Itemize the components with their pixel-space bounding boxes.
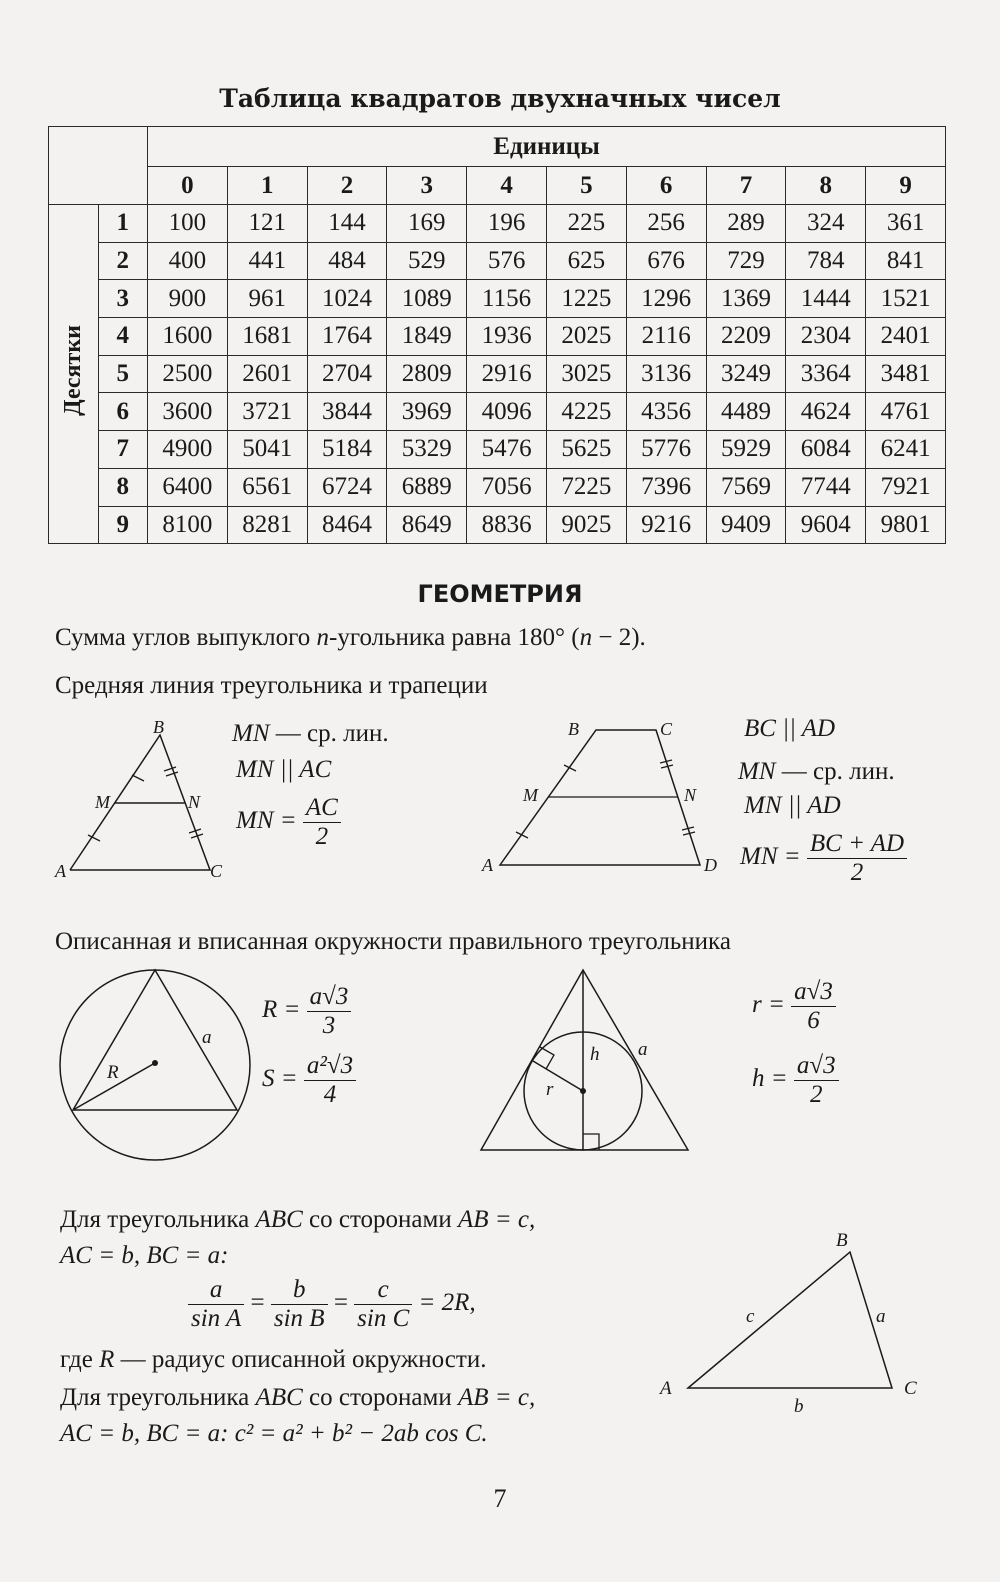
square-value-cell: 9216 xyxy=(626,506,706,544)
square-value-cell: 5625 xyxy=(546,431,626,469)
circ-f1-den: 3 xyxy=(322,1012,336,1039)
circ-label-r: R xyxy=(107,1062,119,1083)
square-value-cell: 6724 xyxy=(307,468,387,506)
unit-header-cell: 7 xyxy=(706,167,786,205)
trapezoid-midline-figure xyxy=(478,715,728,880)
circ-f2-den: 4 xyxy=(323,1081,337,1108)
trap-frac-den: 2 xyxy=(850,859,864,886)
sine-l1-text: Для треугольника xyxy=(60,1206,256,1233)
table-row xyxy=(49,355,946,393)
square-value-cell: 676 xyxy=(626,242,706,280)
square-value-cell: 7744 xyxy=(786,468,866,506)
trap-label-d: D xyxy=(704,855,717,875)
tens-digit-cell: 4 xyxy=(98,318,148,356)
table-row xyxy=(49,393,946,431)
sine-frac-b xyxy=(271,1276,328,1333)
square-value-cell: 169 xyxy=(387,205,467,243)
square-value-cell: 2704 xyxy=(307,355,387,393)
tens-digit-cell: 5 xyxy=(98,355,148,393)
insc-formula-2 xyxy=(752,1052,839,1109)
square-value-cell: 2809 xyxy=(387,355,467,393)
abc-label-c: C xyxy=(904,1378,917,1399)
tens-digit-cell: 3 xyxy=(98,280,148,318)
table-row xyxy=(49,506,946,544)
square-value-cell: 2209 xyxy=(706,318,786,356)
square-value-cell: 144 xyxy=(307,205,387,243)
square-value-cell: 3249 xyxy=(706,355,786,393)
tri-line3-fraction xyxy=(303,794,341,851)
square-value-cell: 1089 xyxy=(387,280,467,318)
square-value-cell: 961 xyxy=(227,280,307,318)
square-value-cell: 289 xyxy=(706,205,786,243)
square-value-cell: 7056 xyxy=(467,468,547,506)
tens-digit-cell: 8 xyxy=(98,468,148,506)
sine-law-line1 xyxy=(60,1206,535,1234)
square-value-cell: 8836 xyxy=(467,506,547,544)
circ-label-a: a xyxy=(202,1027,212,1048)
circ-formula-2 xyxy=(262,1052,356,1109)
square-value-cell: 2916 xyxy=(467,355,547,393)
table-title: Таблица квадратов двухначных чисел xyxy=(219,84,781,113)
square-value-cell: 4624 xyxy=(786,393,866,431)
square-value-cell: 3969 xyxy=(387,393,467,431)
sine-den-a: sin A xyxy=(191,1305,242,1332)
square-value-cell: 7569 xyxy=(706,468,786,506)
unit-header-cell: 8 xyxy=(786,167,866,205)
square-value-cell: 4356 xyxy=(626,393,706,431)
angle-sum-var2: n xyxy=(579,624,593,651)
square-value-cell: 3136 xyxy=(626,355,706,393)
square-value-cell: 484 xyxy=(307,242,387,280)
square-value-cell: 6400 xyxy=(148,468,228,506)
square-value-cell: 2025 xyxy=(546,318,626,356)
insc-f2-num: a√3 xyxy=(794,1052,839,1081)
abc-label-b: B xyxy=(836,1230,848,1251)
table-row xyxy=(49,205,946,243)
square-value-cell: 625 xyxy=(546,242,626,280)
sine-frac-c xyxy=(354,1276,412,1333)
square-value-cell: 3364 xyxy=(786,355,866,393)
label-b: B xyxy=(153,717,164,737)
trap-line4 xyxy=(740,830,907,887)
triangle-midline-figure xyxy=(50,715,230,885)
square-value-cell: 729 xyxy=(706,242,786,280)
insc-f1-fraction xyxy=(791,978,836,1035)
square-value-cell: 784 xyxy=(786,242,866,280)
unit-header-cell: 9 xyxy=(866,167,946,205)
square-value-cell: 8281 xyxy=(227,506,307,544)
square-value-cell: 5041 xyxy=(227,431,307,469)
sine-num-c: c xyxy=(354,1276,412,1305)
circ-f1-lhs: R = xyxy=(262,996,301,1024)
unit-header-cell: 1 xyxy=(227,167,307,205)
square-value-cell: 1369 xyxy=(706,280,786,318)
label-c: C xyxy=(210,861,223,881)
label-m: M xyxy=(95,792,110,812)
sine-frac-a xyxy=(188,1276,244,1333)
table-row xyxy=(49,280,946,318)
inscribed-circle-figure xyxy=(478,965,693,1157)
square-value-cell: 1225 xyxy=(546,280,626,318)
insc-f1-den: 6 xyxy=(807,1007,820,1034)
square-value-cell: 4225 xyxy=(546,393,626,431)
trap-label-m: M xyxy=(523,785,538,805)
square-value-cell: 5476 xyxy=(467,431,547,469)
square-value-cell: 841 xyxy=(866,242,946,280)
angle-sum-prefix: Сумма углов выпуклого xyxy=(55,624,317,651)
tri-midline-line3 xyxy=(236,794,341,851)
sine-law-note xyxy=(60,1346,486,1374)
trap-line4-fraction xyxy=(807,830,907,887)
cos-l1-text: Для треугольника xyxy=(60,1384,256,1411)
sine-note-text: — радиус описанной окружности. xyxy=(114,1346,487,1373)
square-value-cell: 9409 xyxy=(706,506,786,544)
unit-header-cell: 5 xyxy=(546,167,626,205)
square-value-cell: 4096 xyxy=(467,393,547,431)
tri-midline-line1 xyxy=(232,720,389,748)
square-value-cell: 576 xyxy=(467,242,547,280)
square-value-cell: 7396 xyxy=(626,468,706,506)
tens-label: Десятки xyxy=(59,325,86,417)
square-value-cell: 2500 xyxy=(148,355,228,393)
square-value-cell: 8464 xyxy=(307,506,387,544)
angle-sum-var: n xyxy=(316,624,330,651)
square-value-cell: 8100 xyxy=(148,506,228,544)
square-value-cell: 7921 xyxy=(866,468,946,506)
sine-den-b: sin B xyxy=(273,1305,325,1332)
square-value-cell: 4489 xyxy=(706,393,786,431)
unit-header-cell: 3 xyxy=(387,167,467,205)
square-value-cell: 361 xyxy=(866,205,946,243)
square-value-cell: 3721 xyxy=(227,393,307,431)
circles-heading: Описанная и вписанная окружности правильного треугольника xyxy=(55,928,731,955)
cos-l1-eq: AB = c, xyxy=(457,1384,536,1411)
square-value-cell: 3025 xyxy=(546,355,626,393)
square-value-cell: 5184 xyxy=(307,431,387,469)
square-value-cell: 6561 xyxy=(227,468,307,506)
square-value-cell: 5329 xyxy=(387,431,467,469)
square-value-cell: 1764 xyxy=(307,318,387,356)
sine-note-prefix: где xyxy=(60,1346,100,1373)
unit-header-cell: 4 xyxy=(467,167,547,205)
square-value-cell: 4761 xyxy=(866,393,946,431)
sine-num-b: b xyxy=(271,1276,328,1305)
circ-f2-num: a²√3 xyxy=(304,1052,356,1081)
square-value-cell: 6084 xyxy=(786,431,866,469)
square-value-cell: 3481 xyxy=(866,355,946,393)
insc-f2-fraction xyxy=(794,1052,839,1109)
square-value-cell: 9801 xyxy=(866,506,946,544)
insc-f1-lhs: r = xyxy=(752,991,785,1019)
square-value-cell: 1936 xyxy=(467,318,547,356)
table-row xyxy=(49,242,946,280)
circ-formula-1 xyxy=(262,983,351,1040)
sine-den-c: sin C xyxy=(357,1305,410,1332)
square-value-cell: 900 xyxy=(148,280,228,318)
square-value-cell: 400 xyxy=(148,242,228,280)
square-value-cell: 121 xyxy=(227,205,307,243)
square-value-cell: 4900 xyxy=(148,431,228,469)
tens-digit-cell: 2 xyxy=(98,242,148,280)
trap-line3: MN || AD xyxy=(744,792,841,819)
square-value-cell: 2304 xyxy=(786,318,866,356)
square-value-cell: 1156 xyxy=(467,280,547,318)
sine-rhs: = 2R, xyxy=(418,1289,476,1317)
table-corner-cell xyxy=(49,127,148,205)
table-row xyxy=(49,468,946,506)
trap-label-c: C xyxy=(660,719,673,739)
sine-l1-var: ABC xyxy=(255,1206,303,1233)
triangle-abc-figure xyxy=(652,1222,932,1422)
angle-sum-suffix: -угольника равна 180° ( xyxy=(329,624,580,651)
insc-label-a: a xyxy=(638,1039,648,1060)
trap-line2-text: — ср. лин. xyxy=(775,758,895,785)
cos-l1-mid: со сторонами xyxy=(302,1384,458,1411)
square-value-cell: 1521 xyxy=(866,280,946,318)
square-value-cell: 6241 xyxy=(866,431,946,469)
square-value-cell: 2601 xyxy=(227,355,307,393)
page-number: 7 xyxy=(493,1484,507,1513)
square-value-cell: 2401 xyxy=(866,318,946,356)
sine-l1-eq: AB = c, xyxy=(457,1206,536,1233)
tri-line1-text: — ср. лин. xyxy=(269,720,389,747)
square-value-cell: 100 xyxy=(148,205,228,243)
abc-side-b: b xyxy=(794,1396,804,1417)
square-value-cell: 9604 xyxy=(786,506,866,544)
circ-f2-lhs: S = xyxy=(262,1065,298,1093)
square-value-cell: 7225 xyxy=(546,468,626,506)
insc-label-r: r xyxy=(546,1079,554,1100)
insc-formula-1 xyxy=(752,978,836,1035)
square-value-cell: 5929 xyxy=(706,431,786,469)
unit-header-cell: 6 xyxy=(626,167,706,205)
square-value-cell: 3844 xyxy=(307,393,387,431)
unit-header-cell: 2 xyxy=(307,167,387,205)
square-value-cell: 529 xyxy=(387,242,467,280)
tens-digit-cell: 1 xyxy=(98,205,148,243)
square-value-cell: 6889 xyxy=(387,468,467,506)
circ-f1-fraction xyxy=(307,983,352,1040)
tri-midline-line2: MN || AC xyxy=(236,756,332,783)
tri-line3-lhs: MN = xyxy=(236,807,297,835)
square-value-cell: 1849 xyxy=(387,318,467,356)
tri-frac-num: AC xyxy=(303,794,341,823)
trap-label-a: A xyxy=(482,855,493,875)
sine-l1-mid: со сторонами xyxy=(302,1206,458,1233)
square-value-cell: 196 xyxy=(467,205,547,243)
section-title-geometry: ГЕОМЕТРИЯ xyxy=(417,580,583,608)
units-header: Единицы xyxy=(148,127,946,167)
square-value-cell: 8649 xyxy=(387,506,467,544)
cosine-law-line2: AC = b, BC = a: c² = a² + b² − 2ab cos C. xyxy=(60,1420,488,1447)
square-value-cell: 225 xyxy=(546,205,626,243)
square-value-cell: 324 xyxy=(786,205,866,243)
abc-label-a: A xyxy=(660,1378,672,1399)
tens-digit-cell: 7 xyxy=(98,431,148,469)
insc-label-h: h xyxy=(590,1044,600,1065)
label-a: A xyxy=(55,861,66,881)
trap-line2-var: MN xyxy=(738,758,776,785)
square-value-cell: 256 xyxy=(626,205,706,243)
angle-sum-end: − 2). xyxy=(592,624,646,651)
trap-line4-lhs: MN = xyxy=(740,843,801,871)
cosine-law-line1 xyxy=(60,1384,535,1412)
insc-f2-lhs: h = xyxy=(752,1065,788,1093)
unit-header-cell: 0 xyxy=(148,167,228,205)
sine-note-var: R xyxy=(99,1346,115,1373)
square-value-cell: 1296 xyxy=(626,280,706,318)
midline-heading: Средняя линия треугольника и трапеции xyxy=(55,672,488,699)
trap-line1: BC || AD xyxy=(744,715,836,742)
circumscribed-circle-figure xyxy=(55,965,260,1165)
square-value-cell: 1600 xyxy=(148,318,228,356)
abc-side-a: a xyxy=(876,1306,886,1327)
circ-f2-fraction xyxy=(304,1052,356,1109)
tens-label-cell xyxy=(49,205,99,544)
sine-law-line2: AC = b, BC = a: xyxy=(60,1242,229,1269)
sine-num-a: a xyxy=(188,1276,244,1305)
square-value-cell: 5776 xyxy=(626,431,706,469)
circ-f1-num: a√3 xyxy=(307,983,352,1012)
square-value-cell: 3600 xyxy=(148,393,228,431)
abc-side-c: c xyxy=(746,1306,755,1327)
trap-frac-num: BC + AD xyxy=(807,830,907,859)
label-n: N xyxy=(188,792,201,812)
square-value-cell: 2116 xyxy=(626,318,706,356)
tri-frac-den: 2 xyxy=(315,823,329,850)
sine-law-formula: $\frac{a}{\text{sin A}}$ = $\frac{b}{\text{sin B}}$ = $\frac{c}{\text{sin C}}$ = 2R, xyxy=(188,1276,476,1333)
table-row xyxy=(49,318,946,356)
square-value-cell: 1024 xyxy=(307,280,387,318)
trap-label-n: N xyxy=(684,785,697,805)
square-value-cell: 1681 xyxy=(227,318,307,356)
tens-digit-cell: 6 xyxy=(98,393,148,431)
insc-f2-den: 2 xyxy=(809,1081,823,1108)
square-value-cell: 441 xyxy=(227,242,307,280)
cos-l1-var: ABC xyxy=(255,1384,303,1411)
tri-line1-var: MN xyxy=(232,720,270,747)
angle-sum-text xyxy=(55,624,646,652)
insc-f1-num: a√3 xyxy=(791,978,836,1007)
squares-table xyxy=(48,126,946,544)
table-row xyxy=(49,431,946,469)
trap-label-b: B xyxy=(568,719,579,739)
tens-digit-cell: 9 xyxy=(98,506,148,544)
square-value-cell: 9025 xyxy=(546,506,626,544)
trap-line2 xyxy=(738,758,895,786)
square-value-cell: 1444 xyxy=(786,280,866,318)
